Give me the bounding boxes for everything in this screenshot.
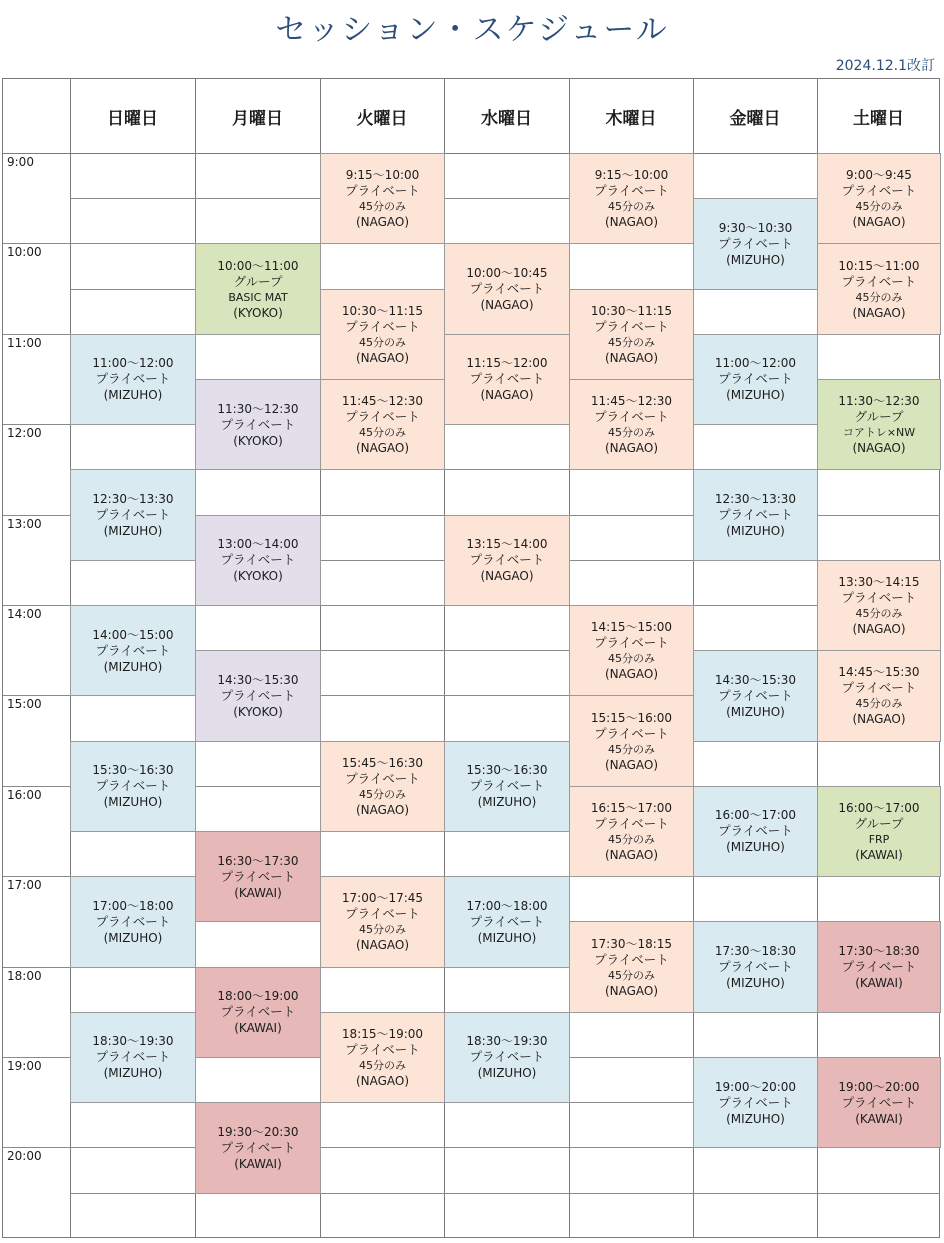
session-block[interactable] <box>320 876 445 967</box>
session-block[interactable] <box>444 741 570 832</box>
session-block[interactable] <box>444 1012 570 1103</box>
session-block[interactable] <box>817 786 941 877</box>
session-note: FRP <box>868 832 890 846</box>
session-time: 17:30〜18:30 <box>838 944 920 959</box>
session-type: プライベート <box>594 183 669 199</box>
slot-divider <box>569 1102 693 1103</box>
session-type: グループ <box>854 815 904 831</box>
slot-divider <box>195 786 320 787</box>
session-block[interactable] <box>70 876 196 967</box>
day-header: 月曜日 <box>232 108 283 129</box>
slot-divider <box>320 650 444 651</box>
slot-divider <box>693 605 817 606</box>
session-trainer: (NAGAO) <box>355 938 410 953</box>
session-type: プライベート <box>95 778 171 794</box>
session-note: 45分のみ <box>855 606 903 620</box>
session-trainer: (MIZUHO) <box>726 1111 785 1126</box>
slot-divider <box>569 1193 693 1194</box>
session-type: プライベート <box>220 1004 296 1020</box>
session-trainer: (MIZUHO) <box>726 252 785 267</box>
session-type: プライベート <box>345 1041 420 1057</box>
session-trainer: (MIZUHO) <box>726 704 785 719</box>
session-trainer: (MIZUHO) <box>726 388 785 403</box>
session-note: 45分のみ <box>855 290 903 304</box>
slot-divider <box>569 515 693 516</box>
session-time: 16:00〜17:00 <box>714 808 797 823</box>
session-trainer: (NAGAO) <box>480 388 534 403</box>
session-note: 45分のみ <box>608 335 655 349</box>
session-trainer: (NAGAO) <box>604 667 659 682</box>
session-note: 45分のみ <box>359 1058 406 1072</box>
session-trainer: (NAGAO) <box>355 215 410 230</box>
session-time: 14:30〜15:30 <box>217 672 299 687</box>
session-trainer: (NAGAO) <box>355 802 410 817</box>
revision-date: 2024.12.1改訂 <box>835 58 935 74</box>
session-type: プライベート <box>469 778 545 794</box>
session-type: プライベート <box>345 906 420 922</box>
slot-divider <box>70 1193 195 1194</box>
time-label: 16:00 <box>7 787 42 802</box>
day-header: 土曜日 <box>853 108 904 129</box>
session-type: プライベート <box>469 552 545 568</box>
session-time: 17:00〜18:00 <box>92 898 174 913</box>
session-trainer: (NAGAO) <box>604 847 659 862</box>
hour-divider <box>3 515 70 516</box>
session-type: グループ <box>854 409 904 425</box>
session-note: 45分のみ <box>608 426 655 440</box>
session-trainer: (MIZUHO) <box>103 388 163 403</box>
session-block[interactable] <box>817 560 941 651</box>
session-type: プライベート <box>594 635 669 651</box>
session-type: プライベート <box>841 680 917 696</box>
session-trainer: (NAGAO) <box>852 621 906 636</box>
session-type: プライベート <box>718 235 793 251</box>
session-note: 45分のみ <box>359 426 406 440</box>
session-trainer: (KAWAI) <box>855 1111 903 1126</box>
session-type: プライベート <box>594 815 669 831</box>
session-note: 45分のみ <box>359 335 406 349</box>
session-time: 9:15〜10:00 <box>594 168 669 183</box>
session-type: プライベート <box>594 409 669 425</box>
slot-divider <box>320 695 444 696</box>
session-block[interactable] <box>817 1057 941 1148</box>
slot-divider <box>70 289 195 290</box>
session-block[interactable] <box>195 515 321 606</box>
session-block[interactable] <box>693 921 818 1012</box>
session-note: 45分のみ <box>608 968 655 982</box>
session-block[interactable] <box>195 379 321 470</box>
session-trainer: (KAWAI) <box>234 1021 282 1036</box>
slot-divider <box>320 560 444 561</box>
session-block[interactable] <box>320 741 445 832</box>
hour-divider <box>3 424 70 425</box>
session-time: 14:30〜15:30 <box>714 672 797 687</box>
session-trainer: (MIZUHO) <box>103 1066 163 1081</box>
session-trainer: (KYOKO) <box>233 433 283 448</box>
time-label: 20:00 <box>7 1149 42 1164</box>
session-time: 12:30〜13:30 <box>714 492 797 507</box>
session-type: プライベート <box>220 1139 296 1155</box>
session-time: 16:00〜17:00 <box>838 800 920 815</box>
session-time: 17:30〜18:15 <box>590 936 673 951</box>
slot-divider <box>569 560 693 561</box>
slot-divider <box>195 198 320 199</box>
day-header: 金曜日 <box>729 108 781 129</box>
session-type: プライベート <box>841 1094 917 1110</box>
session-type: プライベート <box>469 371 545 387</box>
session-type: プライベート <box>95 913 171 929</box>
session-trainer: (NAGAO) <box>355 441 410 456</box>
session-trainer: (MIZUHO) <box>103 524 163 539</box>
session-type: プライベート <box>220 416 296 432</box>
session-block[interactable] <box>320 379 445 470</box>
session-type: プライベート <box>718 371 793 387</box>
session-trainer: (KYOKO) <box>233 305 283 320</box>
slot-divider <box>569 1057 693 1058</box>
session-type: プライベート <box>345 183 420 199</box>
session-trainer: (NAGAO) <box>604 757 659 772</box>
session-time: 11:45〜12:30 <box>341 394 424 409</box>
slot-divider <box>817 1193 940 1194</box>
session-time: 13:15〜14:00 <box>466 537 548 552</box>
hour-divider <box>3 334 70 335</box>
session-trainer: (MIZUHO) <box>477 795 537 810</box>
session-block[interactable] <box>817 921 941 1012</box>
session-time: 10:00〜11:00 <box>217 258 299 273</box>
session-time: 15:30〜16:30 <box>466 763 548 778</box>
session-note: 45分のみ <box>359 787 406 801</box>
session-note: 45分のみ <box>855 200 903 214</box>
session-trainer: (MIZUHO) <box>726 840 785 855</box>
day-header: 木曜日 <box>605 108 657 129</box>
session-type: プライベート <box>469 913 545 929</box>
session-time: 11:00〜12:00 <box>92 356 174 371</box>
session-time: 10:30〜11:15 <box>590 303 673 318</box>
session-block[interactable] <box>195 831 321 922</box>
day-header: 火曜日 <box>356 108 408 129</box>
session-trainer: (MIZUHO) <box>103 659 163 674</box>
slot-divider <box>444 650 569 651</box>
session-block[interactable] <box>195 967 321 1058</box>
session-block[interactable] <box>569 921 694 1012</box>
session-block[interactable] <box>693 469 818 560</box>
session-time: 14:45〜15:30 <box>838 665 920 680</box>
slot-divider <box>569 1147 693 1148</box>
session-block[interactable] <box>195 243 321 334</box>
session-type: プライベート <box>718 687 793 703</box>
session-note: コアトレ×NW <box>842 426 916 440</box>
session-type: プライベート <box>718 823 793 839</box>
session-block[interactable] <box>817 243 941 334</box>
session-block[interactable] <box>817 379 941 470</box>
session-time: 12:30〜13:30 <box>92 492 174 507</box>
hour-divider <box>3 243 70 244</box>
session-block[interactable] <box>320 153 445 244</box>
session-trainer: (NAGAO) <box>604 441 659 456</box>
session-type: プライベート <box>594 725 669 741</box>
session-trainer: (NAGAO) <box>604 350 659 365</box>
session-time: 17:30〜18:30 <box>714 944 797 959</box>
session-type: プライベート <box>220 552 296 568</box>
session-type: プライベート <box>841 589 917 605</box>
slot-divider <box>320 605 444 606</box>
session-trainer: (NAGAO) <box>852 305 906 320</box>
session-block[interactable] <box>569 605 694 696</box>
session-time: 9:15〜10:00 <box>345 168 420 183</box>
session-type: プライベート <box>718 507 793 523</box>
session-trainer: (KAWAI) <box>234 1156 282 1171</box>
session-trainer: (MIZUHO) <box>726 524 785 539</box>
session-type: プライベート <box>220 687 296 703</box>
slot-divider <box>444 695 569 696</box>
slot-divider <box>320 1147 444 1148</box>
session-note: 45分のみ <box>608 742 655 756</box>
session-block[interactable] <box>569 153 694 244</box>
session-time: 11:00〜12:00 <box>714 356 797 371</box>
session-time: 16:30〜17:30 <box>217 853 299 868</box>
hour-divider <box>3 876 70 877</box>
session-trainer: (KYOKO) <box>233 569 283 584</box>
day-header: 水曜日 <box>481 108 532 129</box>
session-time: 14:00〜15:00 <box>92 627 174 642</box>
session-block[interactable] <box>693 786 818 877</box>
session-type: プライベート <box>594 951 669 967</box>
session-time: 11:15〜12:00 <box>466 356 548 371</box>
session-trainer: (NAGAO) <box>852 215 906 230</box>
session-block[interactable] <box>817 650 941 741</box>
session-block[interactable] <box>569 379 694 470</box>
session-trainer: (MIZUHO) <box>103 795 163 810</box>
session-note: 45分のみ <box>608 832 655 846</box>
time-label: 10:00 <box>7 245 42 260</box>
slot-divider <box>444 469 569 470</box>
session-time: 10:00〜10:45 <box>466 266 548 281</box>
session-trainer: (NAGAO) <box>480 298 534 313</box>
slot-divider <box>320 1193 444 1194</box>
session-type: プライベート <box>469 281 545 297</box>
session-time: 15:45〜16:30 <box>341 755 424 770</box>
session-time: 13:30〜14:15 <box>838 574 920 589</box>
slot-divider <box>444 198 569 199</box>
session-trainer: (NAGAO) <box>852 441 906 456</box>
time-label: 12:00 <box>7 426 42 441</box>
session-block[interactable] <box>195 1102 321 1193</box>
session-trainer: (NAGAO) <box>355 350 410 365</box>
session-type: プライベート <box>95 371 171 387</box>
session-time: 19:30〜20:30 <box>217 1124 299 1139</box>
slot-divider <box>444 1193 569 1194</box>
slot-divider <box>320 515 444 516</box>
session-block[interactable] <box>569 289 694 380</box>
session-trainer: (NAGAO) <box>604 983 659 998</box>
day-header: 日曜日 <box>107 108 158 129</box>
session-type: プライベート <box>345 770 420 786</box>
session-type: プライベート <box>594 318 669 334</box>
session-block[interactable] <box>693 650 818 741</box>
time-label: 14:00 <box>7 607 42 621</box>
session-block[interactable] <box>70 605 196 696</box>
session-time: 11:45〜12:30 <box>590 394 673 409</box>
session-time: 15:15〜16:00 <box>590 710 673 725</box>
time-label: 18:00 <box>7 968 42 983</box>
session-trainer: (NAGAO) <box>852 712 906 727</box>
session-time: 9:00〜9:45 <box>846 168 912 183</box>
session-note: 45分のみ <box>359 200 406 214</box>
session-trainer: (NAGAO) <box>355 1073 410 1088</box>
session-type: プライベート <box>95 507 171 523</box>
session-type: プライベート <box>841 183 917 199</box>
session-time: 19:00〜20:00 <box>838 1079 920 1094</box>
session-block[interactable] <box>70 1012 196 1103</box>
session-time: 17:00〜18:00 <box>466 898 548 913</box>
session-block[interactable] <box>70 469 196 560</box>
session-time: 11:30〜12:30 <box>217 401 299 416</box>
session-type: プライベート <box>95 642 171 658</box>
session-type: プライベート <box>345 318 420 334</box>
session-type: プライベート <box>841 959 917 975</box>
session-time: 14:15〜15:00 <box>590 620 673 635</box>
session-type: プライベート <box>345 409 420 425</box>
hour-divider <box>3 967 70 968</box>
time-label: 9:00 <box>7 155 34 169</box>
hour-divider <box>3 1057 70 1058</box>
session-type: プライベート <box>220 868 296 884</box>
session-block[interactable] <box>444 243 570 334</box>
session-time: 17:00〜17:45 <box>341 891 424 906</box>
session-trainer: (MIZUHO) <box>103 930 163 945</box>
session-time: 19:00〜20:00 <box>714 1079 797 1094</box>
session-note: 45分のみ <box>855 697 903 711</box>
time-label: 11:00 <box>7 335 42 350</box>
time-label: 19:00 <box>7 1059 42 1073</box>
session-time: 15:30〜16:30 <box>92 763 174 778</box>
hour-divider <box>3 695 70 696</box>
slot-divider <box>70 1147 195 1148</box>
session-time: 18:30〜19:30 <box>466 1034 548 1049</box>
slot-divider <box>70 198 195 199</box>
session-time: 9:30〜10:30 <box>718 220 793 235</box>
session-block[interactable] <box>444 876 570 967</box>
slot-divider <box>444 1147 569 1148</box>
session-time: 18:00〜19:00 <box>217 989 299 1004</box>
session-type: プライベート <box>469 1049 545 1065</box>
session-block[interactable] <box>569 786 694 877</box>
time-label: 17:00 <box>7 878 42 893</box>
session-trainer: (KAWAI) <box>234 885 282 900</box>
session-trainer: (NAGAO) <box>480 569 534 584</box>
session-time: 10:30〜11:15 <box>341 303 424 318</box>
session-time: 13:00〜14:00 <box>217 537 299 552</box>
page-title: セッション・スケジュール <box>275 12 669 48</box>
session-block[interactable] <box>320 1012 445 1103</box>
hour-divider <box>3 605 70 606</box>
slot-divider <box>70 243 195 244</box>
session-type: プライベート <box>841 273 917 289</box>
session-block[interactable] <box>693 198 818 289</box>
header-divider <box>3 153 939 154</box>
session-trainer: (MIZUHO) <box>477 1066 537 1081</box>
session-note: 45分のみ <box>359 923 406 937</box>
hour-divider <box>3 786 70 787</box>
slot-divider <box>817 515 940 516</box>
schedule-table <box>2 78 940 1238</box>
session-type: プライベート <box>95 1049 171 1065</box>
session-block[interactable] <box>70 334 196 425</box>
session-block[interactable] <box>444 334 570 425</box>
session-trainer: (MIZUHO) <box>726 976 785 991</box>
session-type: プライベート <box>718 959 793 975</box>
session-block[interactable] <box>320 289 445 380</box>
session-trainer: (KAWAI) <box>855 976 903 991</box>
session-time: 18:30〜19:30 <box>92 1034 174 1049</box>
session-time: 16:15〜17:00 <box>590 800 673 815</box>
session-type: プライベート <box>718 1094 793 1110</box>
session-time: 18:15〜19:00 <box>341 1026 424 1041</box>
session-note: BASIC MAT <box>228 290 288 304</box>
session-block[interactable] <box>444 515 570 606</box>
session-type: グループ <box>233 273 283 289</box>
session-note: 45分のみ <box>608 200 655 214</box>
time-label: 15:00 <box>7 697 42 712</box>
session-trainer: (NAGAO) <box>604 215 659 230</box>
session-block[interactable] <box>195 650 321 741</box>
session-trainer: (KYOKO) <box>233 704 283 719</box>
session-block[interactable] <box>70 741 196 832</box>
session-time: 11:30〜12:30 <box>838 394 920 409</box>
session-block[interactable] <box>693 334 818 425</box>
session-time: 10:15〜11:00 <box>838 258 920 273</box>
hour-divider <box>3 1147 70 1148</box>
session-block[interactable] <box>817 153 941 244</box>
session-note: 45分のみ <box>608 652 655 666</box>
session-trainer: (KAWAI) <box>855 847 903 862</box>
session-block[interactable] <box>693 1057 818 1148</box>
time-label: 13:00 <box>7 516 42 531</box>
slot-divider <box>693 1193 817 1194</box>
session-trainer: (MIZUHO) <box>477 930 537 945</box>
session-block[interactable] <box>569 695 694 786</box>
